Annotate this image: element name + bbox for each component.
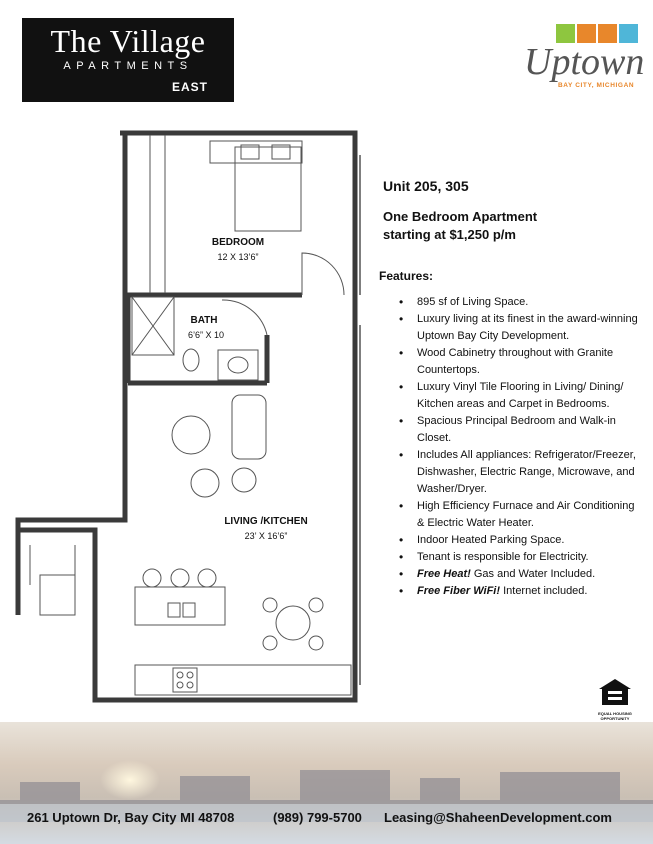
equal-housing-icon (598, 678, 632, 706)
feature-item: • 895 sf of Living Space. (383, 294, 643, 311)
unit-type: One Bedroom Apartment (383, 209, 538, 224)
footer-photo (0, 722, 653, 844)
bedroom-label: BEDROOM (211, 237, 265, 248)
feature-item: • Indoor Heated Parking Space. (383, 532, 643, 549)
bath-size: 6’6” X 10 (187, 330, 225, 340)
eho-line2: OPPORTUNITY (600, 716, 630, 721)
features-list (383, 294, 643, 600)
uptown-logo (520, 24, 645, 94)
partner-name: Uptown (524, 41, 645, 83)
feature-item: • Luxury Vinyl Tile Flooring in Living/ Dining/ Kitchen areas and Carpet in Bedrooms. (383, 379, 643, 413)
equal-housing-logo (596, 678, 634, 721)
unit-number: Unit 205, 305 (383, 178, 469, 194)
features-title: Features: (379, 269, 434, 283)
floor-plan (10, 125, 366, 705)
email: Leasing@ShaheenDevelopment.com (384, 810, 612, 825)
feature-item: • Luxury living at its finest in the award-winning Uptown Bay City Development. (383, 311, 643, 345)
feature-item: • Free Heat! Gas and Water Included. (383, 566, 643, 583)
unit-info (379, 178, 643, 600)
bath-label: BATH (190, 315, 218, 326)
feature-item: • Tenant is responsible for Electricity. (383, 549, 643, 566)
living-size: 23’ X 16’6” (244, 531, 288, 541)
brand-name: The Village (50, 23, 206, 59)
partner-city: BAY CITY, MICHIGAN (558, 82, 635, 89)
village-logo (22, 18, 234, 102)
phone: (989) 799-5700 (273, 810, 362, 825)
eho-line1: EQUAL HOUSING (598, 711, 632, 716)
feature-item: • Free Fiber WiFi! Internet included. (383, 583, 643, 600)
brand-tag: EAST (171, 80, 208, 94)
feature-item: • Includes All appliances: Refrigerator/Freezer, Dishwasher, Electric Range, Microwave, and Washer/Dryer. (383, 447, 643, 498)
feature-item: • Spacious Principal Bedroom and Walk-in Closet. (383, 413, 643, 447)
feature-item: • High Efficiency Furnace and Air Conditioning & Electric Water Heater. (383, 498, 643, 532)
living-label: LIVING /KITCHEN (224, 516, 308, 527)
address: 261 Uptown Dr, Bay City MI 48708 (27, 810, 235, 825)
brand-sub: APARTMENTS (63, 60, 193, 72)
feature-item: • Wood Cabinetry throughout with Granite Countertops. (383, 345, 643, 379)
bedroom-size: 12 X 13’6” (217, 252, 259, 262)
unit-price: starting at $1,250 p/m (383, 227, 516, 242)
